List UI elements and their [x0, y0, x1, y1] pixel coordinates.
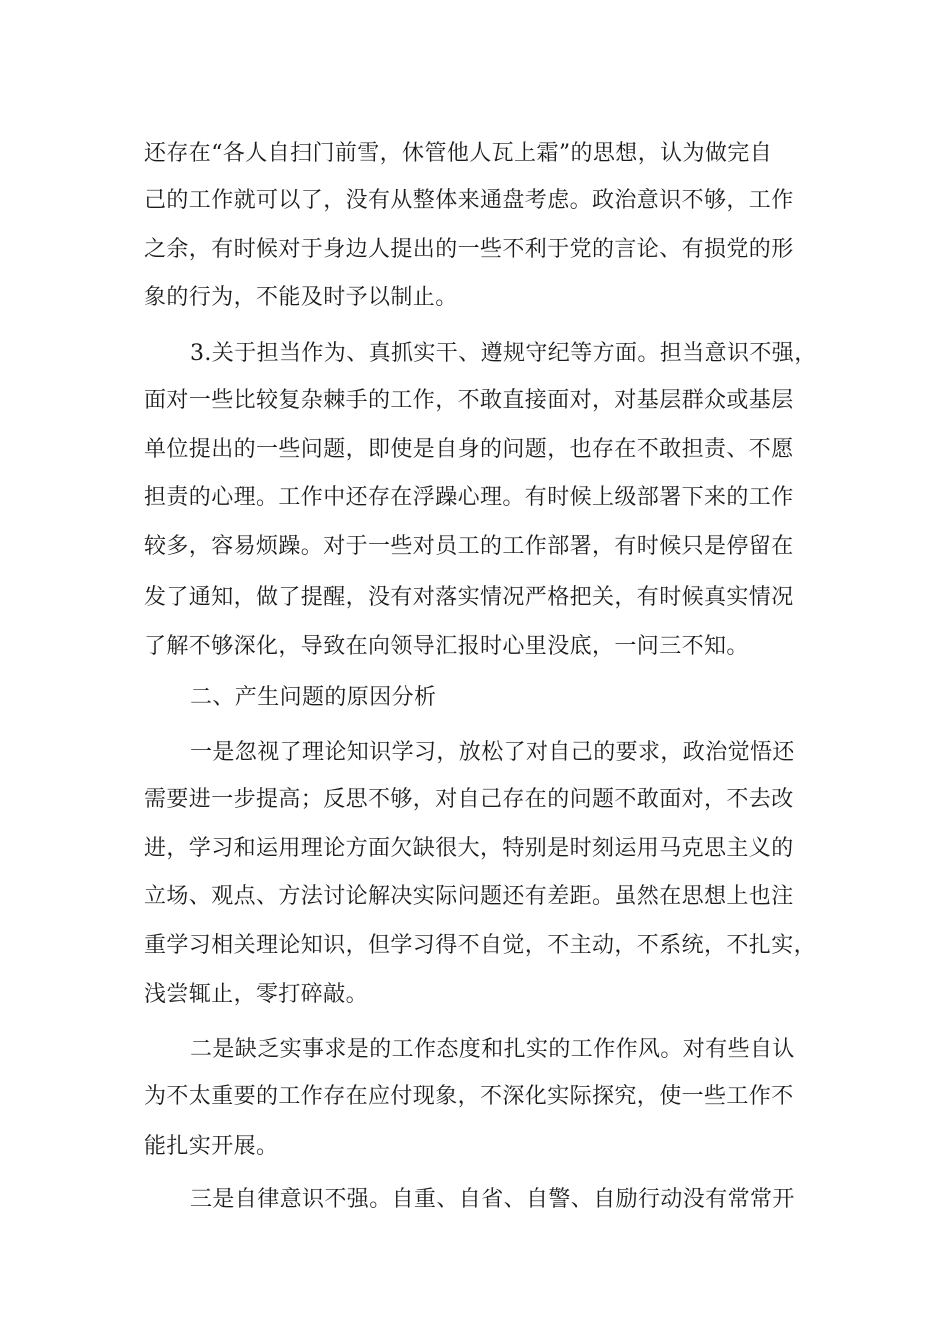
text-line-20: 为不太重要的工作存在应付现象，不深化实际探究，使一些工作不 [144, 1084, 794, 1109]
text-line-7: 单位提出的一些问题，即使是自身的问题，也存在不敢担责、不愿 [144, 437, 794, 462]
text-line-10: 发了通知，做了提醒，没有对落实情况严格把关，有时候真实情况 [144, 585, 794, 610]
text-line-16: 立场、观点、方法讨论解决实际问题还有差距。虽然在思想上也注 [144, 884, 794, 909]
text-line-3: 之余，有时候对于身边人提出的一些不利于党的言论、有损党的形 [144, 237, 794, 262]
text-line-17: 重学习相关理论知识，但学习得不自觉，不主动，不系统，不扎实， [144, 933, 817, 958]
section-heading: 二、产生问题的原因分析 [190, 685, 437, 710]
text-line-5: 3.关于担当作为、真抓实干、遵规守纪等方面。担当意识不强， [190, 341, 817, 366]
text-line-19: 二是缺乏实事求是的工作态度和扎实的工作作风。对有些自认 [190, 1037, 795, 1062]
text-line-21: 能扎实开展。 [144, 1134, 279, 1159]
text-line-9: 较多，容易烦躁。对于一些对员工的工作部署，有时候只是停留在 [144, 534, 794, 559]
text-line-11: 了解不够深化，导致在向领导汇报时心里没底，一问三不知。 [144, 634, 749, 659]
text-line-4: 象的行为，不能及时予以制止。 [144, 285, 458, 310]
text-line-15: 进，学习和运用理论方面欠缺很大，特别是时刻运用马克思主义的 [144, 836, 794, 861]
text-line-13: 一是忽视了理论知识学习，放松了对自己的要求，政治觉悟还 [190, 740, 795, 765]
text-line-6: 面对一些比较复杂棘手的工作，不敢直接面对，对基层群众或基层 [144, 388, 794, 413]
text-line-18: 浅尝辄止，零打碎敲。 [144, 982, 369, 1007]
text-line-8: 担责的心理。工作中还存在浮躁心理。有时候上级部署下来的工作 [144, 485, 794, 510]
text-line-1: 还存在“各人自扫门前雪，休管他人瓦上霜”的思想，认为做完自 [144, 141, 773, 166]
text-line-22: 三是自律意识不强。自重、自省、自警、自励行动没有常常开 [190, 1187, 795, 1212]
text-line-2: 己的工作就可以了，没有从整体来通盘考虑。政治意识不够，工作 [144, 188, 794, 213]
text-line-14: 需要进一步提高；反思不够，对自己存在的问题不敢面对，不去改 [144, 787, 794, 812]
